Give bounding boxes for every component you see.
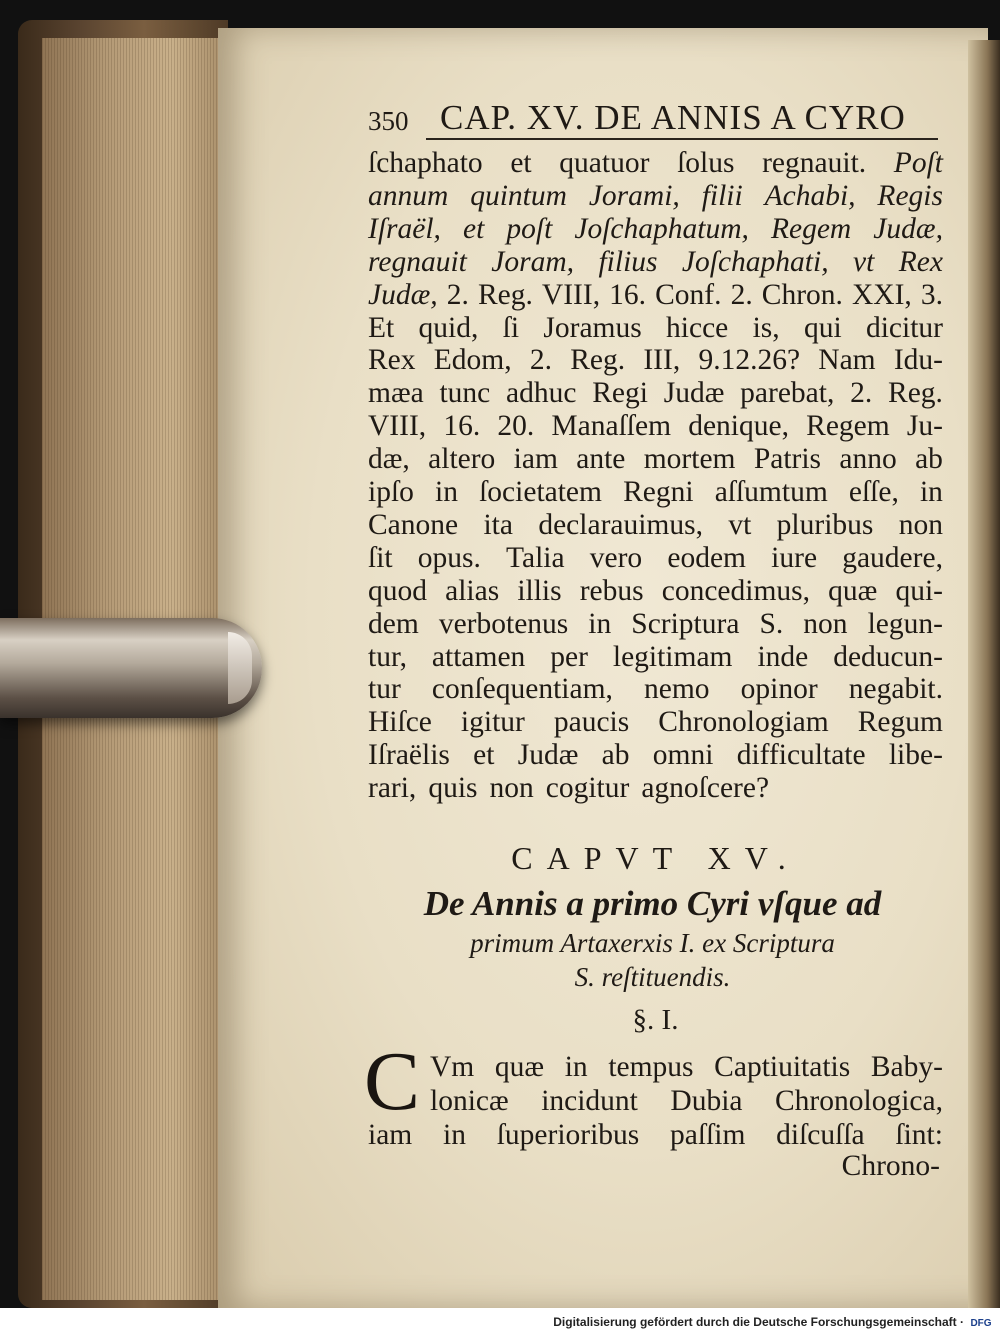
running-head-rule [426, 138, 938, 140]
footer-credit: Digitalisierung gefördert durch die Deutsche Forschungsgemeinschaft · [553, 1315, 964, 1329]
text-line [368, 574, 943, 608]
word: Poſt [893, 147, 943, 179]
word: Hiſce [368, 706, 432, 739]
word: in [564, 1051, 588, 1083]
word: et [473, 739, 495, 772]
word: non [803, 607, 848, 640]
word: regnauit. [762, 147, 867, 179]
word: agnoſcere? [641, 772, 770, 805]
word: qui [803, 311, 842, 344]
word: gaudere, [842, 541, 943, 574]
word: nemo [644, 673, 710, 706]
word: ſchaphato [368, 147, 483, 179]
word: anno [839, 443, 897, 476]
word: concedimus, [661, 574, 811, 607]
book-clamp-tip [228, 632, 252, 704]
word: 3. [920, 278, 943, 311]
word: in [919, 476, 943, 508]
word: vt [728, 508, 752, 541]
word: opinor [740, 673, 818, 706]
word: ſint: [895, 1119, 943, 1151]
word: parebat, [740, 377, 835, 410]
word: quatuor [559, 147, 650, 179]
word: illis [517, 574, 562, 607]
footer-bar [0, 1308, 1000, 1336]
text-line [368, 278, 943, 312]
text-line [368, 508, 943, 542]
word: legitimam [612, 640, 733, 673]
text-line [368, 541, 943, 575]
word: VIII, [541, 278, 601, 311]
word: Regem [806, 410, 890, 443]
text-line [368, 607, 943, 641]
word: declarauimus, [538, 508, 703, 541]
text-line [368, 771, 943, 805]
word: Dubia [670, 1085, 743, 1117]
word: 20. [497, 410, 535, 443]
word: ab [915, 443, 943, 476]
word: Ju- [906, 410, 943, 443]
word: adhuc [506, 377, 577, 410]
word: XXI, [851, 278, 912, 311]
word: aſſumtum [714, 476, 828, 508]
dfg-logo-icon [968, 1314, 994, 1330]
word: rebus [579, 574, 644, 607]
word: 16. [443, 410, 481, 443]
word: ab [601, 739, 630, 772]
word: deducun- [833, 640, 943, 673]
gutter-shadow [968, 40, 1000, 1308]
word: Joram, [491, 245, 575, 278]
word: Regem [770, 212, 852, 245]
word: altero [428, 443, 496, 476]
section-mark: §. I. [632, 1004, 679, 1036]
running-head-title: CAP. XV. DE ANNIS A CYRO [440, 98, 906, 137]
word: cogitur [545, 772, 630, 805]
word: conſequentiam, [431, 673, 613, 706]
word: Canone [368, 508, 459, 541]
word: 9.12.26? [698, 344, 801, 377]
word: iam [513, 443, 558, 476]
book-clamp [0, 618, 262, 718]
word: ſit [368, 541, 393, 574]
word: ſi [502, 311, 520, 344]
word: iam [368, 1119, 413, 1151]
section-text-line [430, 1050, 943, 1084]
word: ita [483, 508, 513, 541]
word: diſcuſſa [776, 1119, 865, 1151]
word: filius [598, 245, 658, 278]
word: tempus [608, 1051, 694, 1083]
word: Manaſſem [551, 410, 672, 443]
word: eſſe, [848, 476, 899, 508]
word: igitur [460, 706, 525, 739]
word: pluribus [776, 508, 874, 541]
word: qui- [895, 574, 943, 607]
word: vt [853, 245, 875, 278]
word: VIII, [368, 410, 427, 443]
word: non [898, 508, 943, 541]
word: Reg. [888, 377, 943, 410]
word: Judæ [663, 377, 725, 410]
word: Rex [898, 245, 943, 278]
word: Regni [623, 476, 694, 508]
word: ſuperioribus [496, 1119, 640, 1151]
word: iure [771, 541, 818, 574]
word: Captiuitatis [714, 1051, 851, 1083]
chapter-subtitle-line-2: primum Artaxerxis I. ex Scriptura [470, 928, 835, 958]
word: Scriptura [631, 607, 740, 640]
text-line [368, 672, 943, 706]
word: tunc [439, 377, 491, 410]
word: lonicæ [430, 1085, 509, 1117]
word: quæ [828, 574, 878, 607]
chapter-subtitle-line-1: De Annis a primo Cyri vſque ad [423, 884, 882, 923]
word: denique, [688, 410, 789, 443]
word: filii [701, 179, 743, 212]
word: Chronologiam [658, 706, 829, 739]
word: Nam [818, 344, 876, 377]
word: per [550, 640, 588, 673]
section-text-line [430, 1084, 943, 1118]
text-line [368, 311, 943, 345]
text-line [368, 705, 943, 739]
word: regnauit [368, 245, 467, 278]
word: Iſraëlis [368, 739, 450, 772]
text-line [368, 179, 943, 213]
word: rari, [368, 772, 417, 805]
word: Regis [877, 179, 943, 212]
word: libe- [888, 739, 943, 772]
word: Vm [430, 1051, 475, 1083]
word: Baby- [870, 1051, 943, 1083]
word: attamen [431, 640, 526, 673]
text-line [368, 738, 943, 772]
word: ſocietatem [479, 476, 602, 508]
word: Joſchaphati, [681, 245, 829, 278]
text-line [368, 442, 943, 476]
word: hicce [666, 311, 729, 344]
word: Regi [592, 377, 648, 410]
word: in [435, 476, 458, 508]
word: Talia [506, 541, 565, 574]
word: III, [643, 344, 681, 377]
word: quis [428, 772, 478, 805]
word: Et [368, 311, 395, 344]
drop-cap-initial: C [364, 1035, 421, 1128]
chapter-title: CAPVT XV. [511, 840, 800, 876]
word: Judæ, [368, 278, 438, 311]
word: paſſim [670, 1119, 746, 1151]
word: omni [652, 739, 714, 772]
word: Edom, [433, 344, 512, 377]
text-line [368, 409, 943, 443]
word: is, [752, 311, 780, 344]
word: Joramus [543, 311, 642, 344]
svg-text:DFG: DFG [970, 1318, 992, 1329]
word: verbotenus [438, 607, 569, 640]
word: quid, [418, 311, 479, 344]
text-line [368, 475, 943, 509]
word: et [463, 212, 485, 245]
text-line [368, 212, 943, 246]
word: dem [368, 607, 419, 640]
text-line [368, 640, 943, 674]
word: incidunt [541, 1085, 638, 1117]
word: 2. [446, 278, 469, 311]
word: inde [757, 640, 809, 673]
word: in [588, 607, 612, 640]
word: Conf. [655, 278, 722, 311]
word: ſolus [677, 147, 735, 179]
word: Reg. [477, 278, 533, 311]
text-line [368, 343, 943, 377]
word: eodem [667, 541, 746, 574]
word: Patris [753, 443, 822, 476]
word: non [489, 772, 534, 805]
word: mæa [368, 377, 424, 410]
word: S. [759, 607, 784, 640]
word: ipſo [368, 476, 414, 508]
word: quintum [470, 179, 567, 212]
word: quæ [494, 1051, 545, 1083]
word: Jorami, [588, 179, 680, 212]
word: 16. [609, 278, 647, 311]
word: tur, [368, 640, 407, 673]
word: Chronologica, [775, 1085, 943, 1117]
catchword: Chrono- [841, 1150, 940, 1182]
word: dicitur [865, 311, 943, 344]
page-number: 350 [368, 106, 409, 136]
word: 2. [730, 278, 753, 311]
word: vero [589, 541, 643, 574]
word: mortem [643, 443, 736, 476]
word: in [443, 1119, 466, 1151]
word: Judæ, [873, 212, 943, 245]
word: negabit. [848, 673, 943, 706]
word: poſt [506, 212, 553, 245]
word: alias [445, 574, 500, 607]
word: legun- [867, 607, 943, 640]
word: Reg. [570, 344, 626, 377]
text-line [368, 245, 943, 279]
word: opus. [417, 541, 481, 574]
word: 2. [850, 377, 873, 410]
text-line [368, 376, 943, 410]
word: Rex [368, 344, 416, 377]
word: tur [368, 673, 401, 706]
text-line [368, 146, 943, 180]
word: Regum [857, 706, 943, 739]
word: et [510, 147, 532, 179]
word: Iſraël, [368, 212, 441, 245]
word: Idu- [893, 344, 943, 377]
word: Joſchaphatum, [574, 212, 749, 245]
word: Judæ [517, 739, 579, 772]
word: dæ, [368, 443, 410, 476]
section-text-line [368, 1118, 943, 1152]
chapter-subtitle-line-3: S. reſtituendis. [574, 962, 731, 992]
word: annum [368, 179, 449, 212]
word: 2. [529, 344, 552, 377]
word: quod [368, 574, 427, 607]
word: difficultate [736, 739, 866, 772]
word: ante [576, 443, 626, 476]
running-head [368, 98, 940, 140]
word: Chron. [761, 278, 843, 311]
word: paucis [553, 706, 630, 739]
word: Achabi, [764, 179, 856, 212]
